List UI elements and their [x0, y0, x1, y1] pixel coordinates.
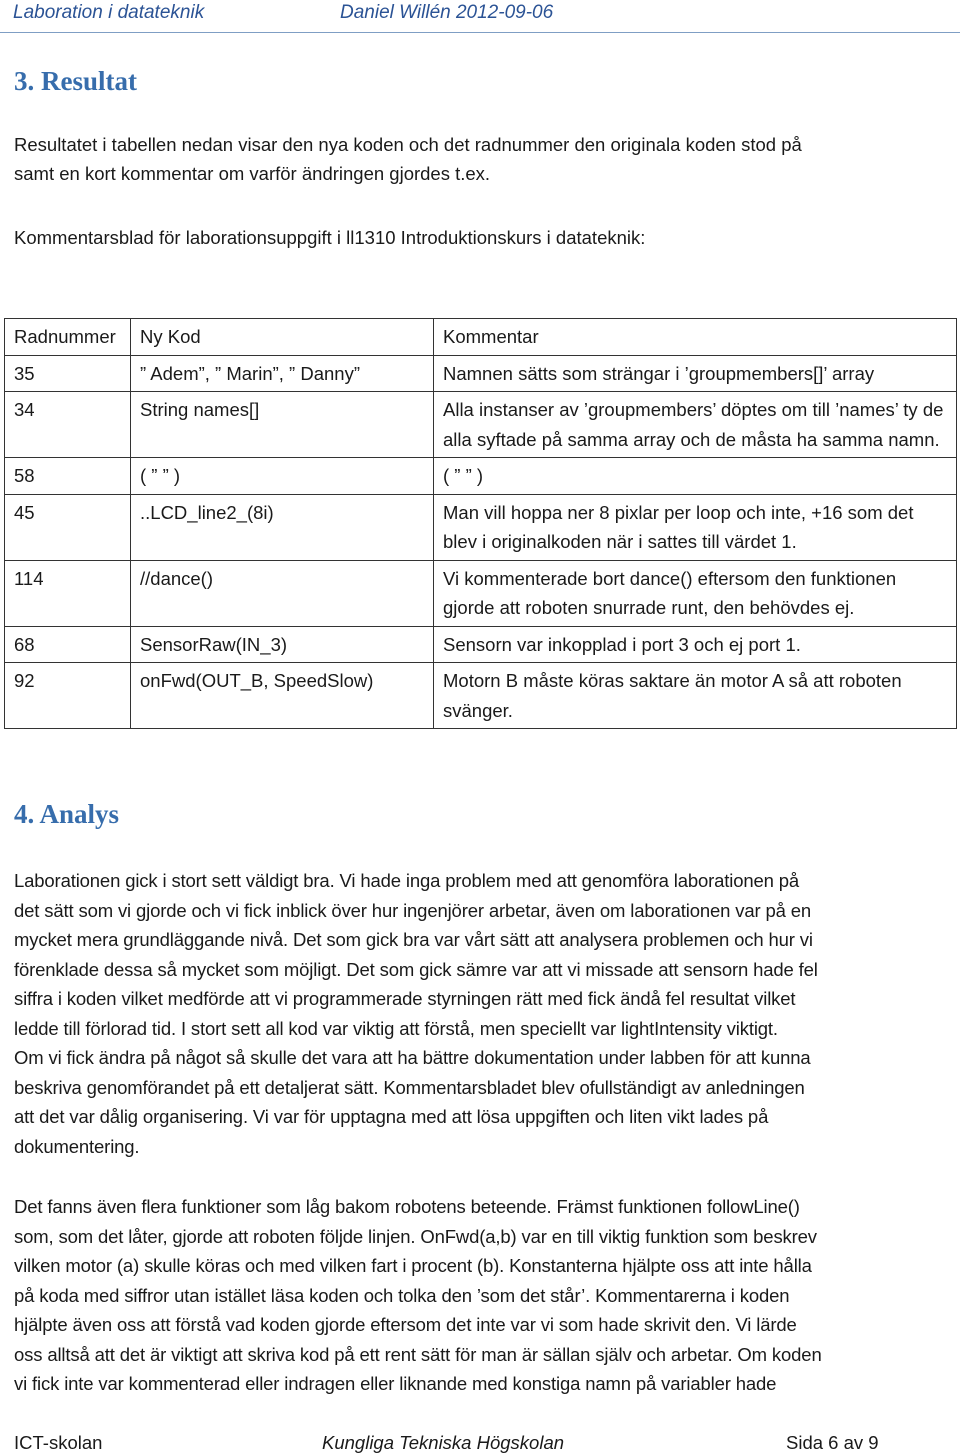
paragraph-line: det sätt som vi gjorde och vi fick inblick över hur ingenjörer arbetar, även om laborationen var på en [14, 899, 812, 921]
paragraph-line: som, som det låter, gjorde att roboten följde linjen. OnFwd(a,b) var en till viktig funktion som beskrev [14, 1225, 817, 1247]
cell-new-code: SensorRaw(IN_3) [131, 626, 434, 663]
cell-line-number: 114 [5, 560, 131, 626]
cell-line-number: 92 [5, 663, 131, 729]
paragraph-line: oss alltså att det är viktigt att skriva kod på ett rent sätt för man är sällan själv och arbetar. Om koden [14, 1343, 822, 1365]
header-author-date: Daniel Willén 2012-09-06 [340, 2, 554, 23]
page-header [0, 0, 960, 33]
paragraph-line: förenklade dessa så mycket som möjligt. Det som gick sämre var att vi missade att sensorn hade fel [14, 958, 818, 980]
cell-line-number: 34 [5, 392, 131, 458]
cell-comment: Namnen sätts som strängar i ’groupmembers[]’ array [434, 355, 957, 392]
cell-new-code: ( ” ” ) [131, 458, 434, 495]
paragraph-line: ledde till förlorad tid. I stort sett all kod var viktig att förstå, men speciellt var lightIntensity viktigt. [14, 1017, 778, 1039]
section-heading-resultat: 3. Resultat [14, 66, 137, 96]
footer-page-number: Sida 6 av 9 [786, 1432, 879, 1453]
cell-new-code: String names[] [131, 392, 434, 458]
paragraph-line: Det fanns även flera funktioner som låg bakom robotens beteende. Främst funktionen followLine() [14, 1196, 800, 1217]
footer-school: ICT-skolan [14, 1432, 103, 1453]
intro-line-1: Resultatet i tabellen nedan visar den nya koden och det radnummer den originala koden stod på [14, 134, 802, 155]
cell-new-code: ” Adem”, ” Marin”, ” Danny” [131, 355, 434, 392]
cell-line-number: 58 [5, 458, 131, 495]
paragraph-line: dokumentering. [14, 1135, 140, 1157]
table-row [5, 355, 957, 392]
cell-new-code: //dance() [131, 560, 434, 626]
analysis-paragraph-2 [14, 1192, 822, 1399]
cell-line-number: 45 [5, 494, 131, 560]
paragraph-line: hjälpte även oss att förstå vad koden gjorde eftersom det inte var vi som hade skrivit den. Vi lärde [14, 1314, 797, 1335]
paragraph-line: siffra i koden vilket medförde att vi programmerade styrningen rätt med fick ändå fel resultat vilket [14, 988, 796, 1009]
cell-comment: Sensorn var inkopplad i port 3 och ej port 1. [434, 626, 957, 663]
cell-new-code: onFwd(OUT_B, SpeedSlow) [131, 663, 434, 729]
table-row [5, 626, 957, 663]
cell-line-number: 35 [5, 355, 131, 392]
paragraph-line: att det var dålig organisering. Vi var för upptagna med att lösa uppgiften och liten vikt lades på [14, 1106, 769, 1127]
paragraph-line: vilken motor (a) skulle köras och med vilken fart i procent (b). Konstanterna hjälpte oss att inte hålla [14, 1255, 812, 1276]
cell-comment: Man vill hoppa ner 8 pixlar per loop och inte, +16 som det blev i originalkoden när i sattes till värdet 1. [434, 494, 957, 560]
table-header-row [5, 319, 957, 356]
analysis-paragraph-1 [14, 866, 818, 1161]
cell-comment: Vi kommenterade bort dance() eftersom den funktionen gjorde att roboten snurrade runt, den behövdes ej. [434, 560, 957, 626]
paragraph-line: beskriva genomförandet på ett detaljerat sätt. Kommentarsbladet blev ofullständigt av anledningen [14, 1076, 805, 1098]
paragraph-line: mycket mera grundläggande nivå. Det som gick bra var vårt sätt att analysera problemen och hur vi [14, 929, 813, 950]
cell-new-code: ..LCD_line2_(8i) [131, 494, 434, 560]
section-heading-analys: 4. Analys [14, 799, 120, 829]
intro-line-2: samt en kort kommentar om varför ändringen gjordes t.ex. [14, 163, 491, 184]
column-header-kommentar: Kommentar [434, 319, 957, 356]
table-row [5, 494, 957, 560]
table-row [5, 663, 957, 729]
cell-line-number: 68 [5, 626, 131, 663]
paragraph-line: vi fick inte var kommenterad eller indragen eller liknande med konstiga namn på variabler hade [14, 1373, 777, 1394]
cell-comment: ( ” ” ) [434, 458, 957, 495]
cell-comment: Motorn B måste köras saktare än motor A så att roboten svänger. [434, 663, 957, 729]
paragraph-line: på koda med siffror utan istället läsa koden och tolka den ’som det står’. Kommentarerna i koden [14, 1284, 790, 1306]
column-header-ny-kod: Ny Kod [131, 319, 434, 356]
footer-university: Kungliga Tekniska Högskolan [322, 1432, 565, 1453]
table-row [5, 392, 957, 458]
table-row [5, 560, 957, 626]
table-row [5, 458, 957, 495]
header-course-title: Laboration i datateknik [13, 2, 205, 23]
table-caption: Kommentarsblad för laborationsuppgift i ll1310 Introduktionskurs i datateknik: [14, 227, 646, 248]
paragraph-line: Om vi fick ändra på något så skulle det vara att ha bättre dokumentation under labben för att kunna [14, 1047, 811, 1068]
paragraph-line: Laborationen gick i stort sett väldigt bra. Vi hade inga problem med att genomföra laborationen på [14, 870, 800, 891]
column-header-radnummer: Radnummer [5, 319, 131, 356]
cell-comment: Alla instanser av ’groupmembers’ döptes om till ’names’ ty de alla syftade på samma array och de måsta ha samma namn. [434, 392, 957, 458]
results-table [4, 318, 957, 729]
